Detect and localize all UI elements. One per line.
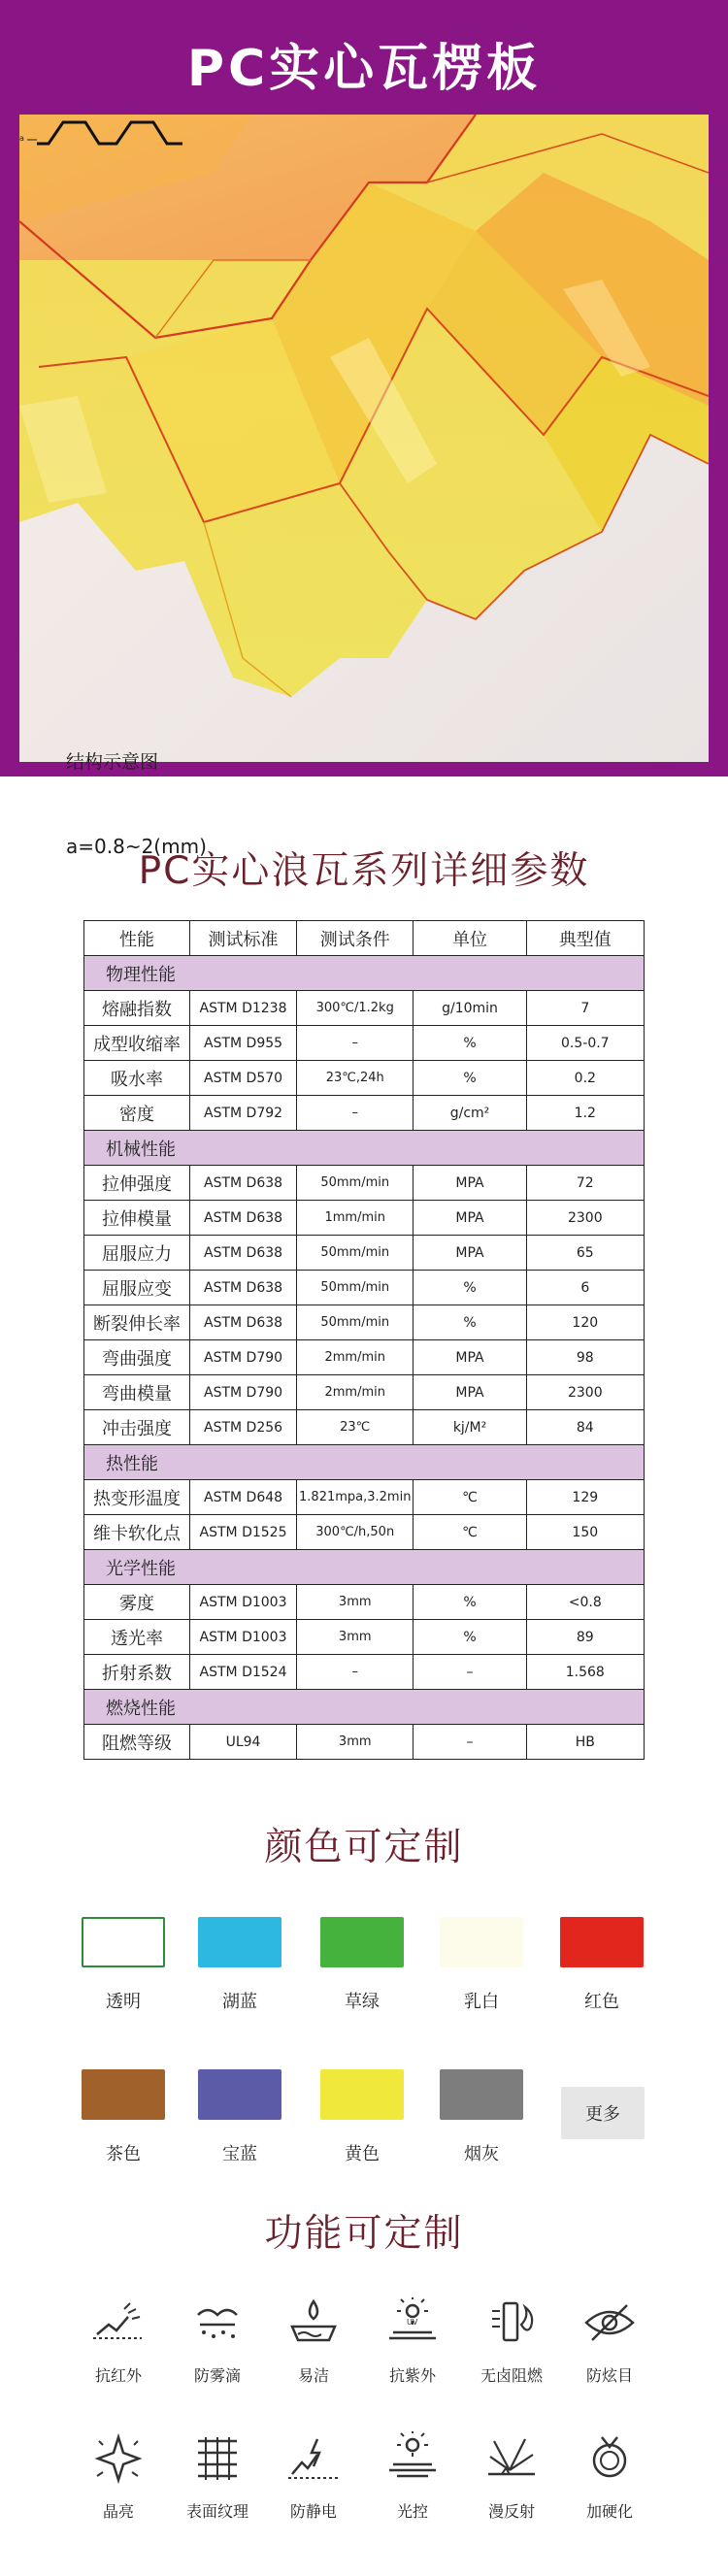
- table-cell: 50mm/min: [297, 1236, 414, 1271]
- header-cell: 典型值: [526, 921, 644, 956]
- feature-label: 加硬化: [585, 2502, 633, 2521]
- category-label: 燃烧性能: [84, 1690, 645, 1725]
- table-cell: 23℃,24h: [297, 1061, 414, 1096]
- svg-text:UV: UV: [407, 2318, 418, 2327]
- header-cell: 测试标准: [190, 921, 297, 956]
- table-cell: kj/M²: [414, 1410, 526, 1445]
- colors-section-title: 颜色可定制: [264, 1826, 464, 1869]
- table-cell: MPA: [414, 1375, 526, 1410]
- table-cell: ASTM D648: [190, 1480, 297, 1515]
- table-cell: ASTM D638: [190, 1271, 297, 1305]
- table-cell: ASTM D638: [190, 1201, 297, 1236]
- color-swatch[interactable]: [320, 1917, 404, 1967]
- color-swatch[interactable]: [82, 2069, 165, 2120]
- table-cell: 120: [526, 1305, 644, 1340]
- easy-clean-icon: [284, 2295, 343, 2350]
- table-row: [84, 1515, 645, 1550]
- header-cell: 性能: [84, 921, 190, 956]
- table-cell: 热变形温度: [84, 1480, 190, 1515]
- table-cell: 拉伸模量: [84, 1201, 190, 1236]
- table-cell: –: [414, 1725, 526, 1760]
- category-label: 热性能: [84, 1445, 645, 1480]
- color-label: 红色: [584, 1992, 619, 2012]
- table-cell: ASTM D1238: [190, 991, 297, 1026]
- table-cell: 300℃/h,50n: [297, 1515, 414, 1550]
- table-cell: ASTM D792: [190, 1096, 297, 1131]
- table-cell: 成型收缩率: [84, 1026, 190, 1061]
- table-cell: 屈服应力: [84, 1236, 190, 1271]
- table-cell: %: [414, 1305, 526, 1340]
- table-row: [84, 1620, 645, 1655]
- table-cell: %: [414, 1026, 526, 1061]
- features-section-title: 功能可定制: [264, 2212, 464, 2256]
- params-section-title: PC实心浪瓦系列详细参数: [138, 849, 590, 893]
- corrugated-sheet-illustration: [19, 115, 709, 762]
- table-cell: 129: [526, 1480, 644, 1515]
- header-cell: 单位: [414, 921, 526, 956]
- params-table: [83, 920, 645, 1760]
- table-cell: 弯曲模量: [84, 1375, 190, 1410]
- table-header-row: [84, 921, 645, 956]
- product-photo: [19, 115, 709, 858]
- table-cell: 89: [526, 1620, 644, 1655]
- table-cell: 3mm: [297, 1585, 414, 1620]
- table-cell: 2mm/min: [297, 1340, 414, 1375]
- table-cell: UL94: [190, 1725, 297, 1760]
- table-cell: %: [414, 1585, 526, 1620]
- category-label: 物理性能: [84, 956, 645, 991]
- table-cell: g/cm²: [414, 1096, 526, 1131]
- table-cell: ASTM D1524: [190, 1655, 297, 1690]
- table-cell: 150: [526, 1515, 644, 1550]
- table-row: [84, 1061, 645, 1096]
- color-swatch[interactable]: [198, 1917, 281, 1967]
- table-cell: 50mm/min: [297, 1271, 414, 1305]
- table-cell: 3mm: [297, 1725, 414, 1760]
- category-label: 光学性能: [84, 1550, 645, 1585]
- table-cell: 50mm/min: [297, 1166, 414, 1201]
- category-row: [84, 1445, 645, 1480]
- table-cell: g/10min: [414, 991, 526, 1026]
- hardened-icon: [580, 2431, 639, 2486]
- table-cell: %: [414, 1271, 526, 1305]
- feature-label: 防炫目: [585, 2366, 633, 2385]
- table-cell: MPA: [414, 1236, 526, 1271]
- table-cell: ASTM D638: [190, 1305, 297, 1340]
- diffuse-reflection-icon: [482, 2431, 541, 2486]
- table-cell: ASTM D790: [190, 1375, 297, 1410]
- header-cell: 测试条件: [297, 921, 414, 956]
- table-cell: 密度: [84, 1096, 190, 1131]
- flame-retardant-icon: [482, 2295, 541, 2350]
- color-label: 湖蓝: [222, 1992, 257, 2012]
- table-row: [84, 1236, 645, 1271]
- feature-label: 光控: [396, 2502, 428, 2521]
- color-swatch[interactable]: [320, 2069, 404, 2120]
- structure-label: 结构示意图: [66, 751, 159, 773]
- table-cell: %: [414, 1061, 526, 1096]
- table-cell: 65: [526, 1236, 644, 1271]
- feature-label: 晶亮: [102, 2502, 134, 2521]
- feature-label: 防静电: [289, 2502, 337, 2521]
- table-cell: 折射系数: [84, 1655, 190, 1690]
- table-row: [84, 1480, 645, 1515]
- params-table-body: [84, 956, 645, 1760]
- table-cell: ASTM D256: [190, 1410, 297, 1445]
- table-cell: –: [297, 1655, 414, 1690]
- surface-texture-icon: [188, 2431, 247, 2486]
- table-cell: %: [414, 1620, 526, 1655]
- table-row: [84, 1096, 645, 1131]
- table-cell: 断裂伸长率: [84, 1305, 190, 1340]
- table-cell: <0.8: [526, 1585, 644, 1620]
- color-label: 黄色: [345, 2144, 380, 2164]
- color-label: 乳白: [464, 1992, 499, 2012]
- table-cell: 23℃: [297, 1410, 414, 1445]
- feature-label: 抗红外: [94, 2366, 142, 2385]
- feature-label: 无卤阻燃: [480, 2366, 543, 2385]
- table-cell: ASTM D790: [190, 1340, 297, 1375]
- category-row: [84, 956, 645, 991]
- feature-label: 防雾滴: [193, 2366, 241, 2385]
- table-cell: ℃: [414, 1480, 526, 1515]
- table-cell: 0.2: [526, 1061, 644, 1096]
- table-cell: –: [297, 1096, 414, 1131]
- table-row: [84, 1340, 645, 1375]
- table-cell: 屈服应变: [84, 1271, 190, 1305]
- structure-thickness: a=0.8~2(mm): [66, 835, 207, 858]
- table-cell: 熔融指数: [84, 991, 190, 1026]
- table-row: [84, 991, 645, 1026]
- table-cell: 透光率: [84, 1620, 190, 1655]
- table-cell: –: [414, 1655, 526, 1690]
- hero-banner: [0, 0, 728, 858]
- table-cell: MPA: [414, 1340, 526, 1375]
- table-cell: 1.821mpa,3.2min: [297, 1480, 414, 1515]
- table-row: [84, 1410, 645, 1445]
- table-row: [84, 1271, 645, 1305]
- structure-diagram: [19, 115, 204, 153]
- table-cell: 2300: [526, 1201, 644, 1236]
- table-cell: 2300: [526, 1375, 644, 1410]
- color-swatch[interactable]: [440, 1917, 523, 1967]
- anti-static-icon: [284, 2431, 343, 2486]
- table-cell: ASTM D1003: [190, 1620, 297, 1655]
- table-cell: 维卡软化点: [84, 1515, 190, 1550]
- feature-label: 表面纹理: [185, 2502, 248, 2521]
- table-cell: 1.2: [526, 1096, 644, 1131]
- color-label: 草绿: [345, 1992, 380, 2012]
- more-colors-button[interactable]: 更多: [561, 2087, 645, 2139]
- anti-uv-icon: [383, 2295, 442, 2350]
- color-label: 宝蓝: [222, 2144, 257, 2164]
- table-cell: 吸水率: [84, 1061, 190, 1096]
- table-row: [84, 1725, 645, 1760]
- table-cell: HB: [526, 1725, 644, 1760]
- table-cell: ASTM D1525: [190, 1515, 297, 1550]
- color-label: 茶色: [106, 2144, 141, 2164]
- table-cell: 拉伸强度: [84, 1166, 190, 1201]
- feature-label: 易洁: [297, 2366, 329, 2385]
- color-label: 透明: [106, 1992, 141, 2012]
- category-row: [84, 1550, 645, 1585]
- category-row: [84, 1131, 645, 1166]
- table-cell: 1.568: [526, 1655, 644, 1690]
- color-swatch[interactable]: [82, 1917, 165, 1967]
- table-cell: 阻燃等级: [84, 1725, 190, 1760]
- table-cell: 84: [526, 1410, 644, 1445]
- table-cell: ASTM D638: [190, 1236, 297, 1271]
- table-cell: ASTM D955: [190, 1026, 297, 1061]
- table-cell: 300℃/1.2kg: [297, 991, 414, 1026]
- table-row: [84, 1166, 645, 1201]
- table-row: [84, 1026, 645, 1061]
- table-row: [84, 1655, 645, 1690]
- crystal-bright-icon: [89, 2431, 148, 2486]
- table-cell: 0.5-0.7: [526, 1026, 644, 1061]
- table-cell: 雾度: [84, 1585, 190, 1620]
- category-label: 机械性能: [84, 1131, 645, 1166]
- table-cell: MPA: [414, 1201, 526, 1236]
- table-cell: 3mm: [297, 1620, 414, 1655]
- table-row: [84, 1375, 645, 1410]
- feature-label: 漫反射: [487, 2502, 535, 2521]
- table-cell: 2mm/min: [297, 1375, 414, 1410]
- table-cell: MPA: [414, 1166, 526, 1201]
- table-cell: ASTM D570: [190, 1061, 297, 1096]
- feature-label: 抗紫外: [388, 2366, 436, 2385]
- page-title: PC实心瓦楞板: [186, 40, 542, 98]
- anti-infrared-icon: [89, 2295, 148, 2350]
- table-cell: 1mm/min: [297, 1201, 414, 1236]
- table-cell: ASTM D638: [190, 1166, 297, 1201]
- category-row: [84, 1690, 645, 1725]
- anti-fog-icon: [188, 2295, 247, 2350]
- table-row: [84, 1585, 645, 1620]
- color-swatch[interactable]: [560, 1917, 644, 1967]
- anti-glare-icon: [580, 2295, 639, 2350]
- table-cell: 50mm/min: [297, 1305, 414, 1340]
- table-cell: 72: [526, 1166, 644, 1201]
- light-control-icon: [383, 2431, 442, 2486]
- table-cell: ℃: [414, 1515, 526, 1550]
- table-cell: 98: [526, 1340, 644, 1375]
- table-row: [84, 1201, 645, 1236]
- table-cell: –: [297, 1026, 414, 1061]
- color-swatch[interactable]: [440, 2069, 523, 2120]
- table-cell: 冲击强度: [84, 1410, 190, 1445]
- table-cell: 弯曲强度: [84, 1340, 190, 1375]
- color-label: 烟灰: [464, 2144, 499, 2164]
- structure-mark: a: [19, 134, 24, 143]
- table-row: [84, 1305, 645, 1340]
- table-cell: ASTM D1003: [190, 1585, 297, 1620]
- table-cell: 7: [526, 991, 644, 1026]
- table-cell: 6: [526, 1271, 644, 1305]
- color-swatch[interactable]: [198, 2069, 281, 2120]
